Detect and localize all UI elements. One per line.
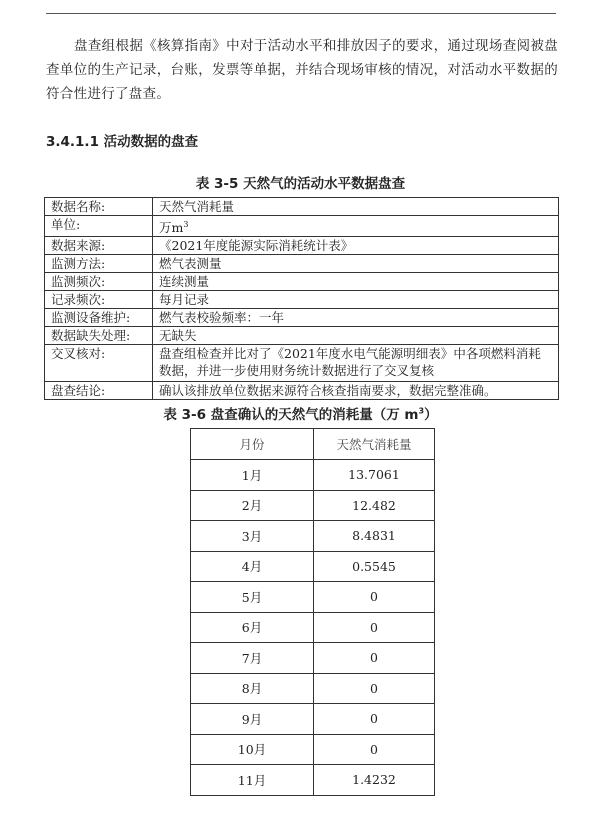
consumption-cell: 0 bbox=[314, 734, 435, 765]
row-value bbox=[153, 255, 559, 273]
header-value: 天然气消耗量 bbox=[314, 429, 435, 460]
row-value-text: 盘查组检查并比对了《2021年度水电气能源明细表》中各项燃料消耗数据，并进一步使用财务统计数据进行了交叉复核 bbox=[159, 346, 541, 379]
month-cell: 2月 bbox=[191, 490, 314, 521]
row-value bbox=[153, 309, 559, 327]
gas-consumption-table bbox=[190, 428, 435, 796]
consumption-cell: 13.7061 bbox=[314, 460, 435, 491]
consumption-cell: 8.4831 bbox=[314, 521, 435, 552]
table-row bbox=[191, 765, 435, 796]
table-row bbox=[45, 216, 559, 237]
row-key: 监测方法: bbox=[45, 255, 153, 273]
table-row bbox=[191, 582, 435, 613]
table-row bbox=[191, 551, 435, 582]
table-row bbox=[191, 460, 435, 491]
row-key: 交叉核对: bbox=[45, 345, 153, 382]
activity-data-table bbox=[44, 197, 559, 400]
month-cell: 4月 bbox=[191, 551, 314, 582]
row-value-text: 燃气表测量 bbox=[159, 256, 222, 272]
row-key: 盘查结论: bbox=[45, 382, 153, 400]
header-rule bbox=[46, 13, 556, 14]
table2-caption bbox=[0, 403, 601, 423]
table-row bbox=[191, 490, 435, 521]
month-cell: 11月 bbox=[191, 765, 314, 796]
consumption-cell: 12.482 bbox=[314, 490, 435, 521]
table-row bbox=[45, 327, 559, 345]
row-value-text: 确认该排放单位数据来源符合核查指南要求，数据完整准确。 bbox=[159, 383, 497, 399]
month-cell: 7月 bbox=[191, 643, 314, 674]
month-cell: 1月 bbox=[191, 460, 314, 491]
consumption-cell: 0 bbox=[314, 643, 435, 674]
table-row bbox=[45, 345, 559, 382]
row-value-text: 连续测量 bbox=[159, 274, 210, 290]
month-cell: 8月 bbox=[191, 673, 314, 704]
month-cell: 6月 bbox=[191, 612, 314, 643]
table2-caption-text: 表 3-6 盘查确认的天然气的消耗量（万 m bbox=[163, 407, 419, 423]
row-key: 记录频次: bbox=[45, 291, 153, 309]
row-value bbox=[153, 237, 559, 255]
row-value-text: 燃气表校验频率：一年 bbox=[159, 310, 285, 326]
row-key: 数据名称: bbox=[45, 198, 153, 216]
table-row bbox=[45, 198, 559, 216]
table-row bbox=[191, 643, 435, 674]
table-row bbox=[45, 382, 559, 400]
table2-caption-sup: 3 bbox=[418, 406, 425, 416]
consumption-cell: 1.4232 bbox=[314, 765, 435, 796]
unit-superscript: 3 bbox=[183, 220, 189, 229]
month-cell: 5月 bbox=[191, 582, 314, 613]
row-key: 监测频次: bbox=[45, 273, 153, 291]
table-header-row bbox=[191, 429, 435, 460]
row-value bbox=[153, 327, 559, 345]
row-value-text: 每月记录 bbox=[159, 292, 210, 308]
row-value bbox=[153, 198, 559, 216]
row-value-text: 无缺失 bbox=[159, 328, 197, 344]
row-value bbox=[153, 273, 559, 291]
table-row bbox=[45, 291, 559, 309]
month-cell: 9月 bbox=[191, 704, 314, 735]
table-row bbox=[191, 521, 435, 552]
table1-caption: 表 3-5 天然气的活动水平数据盘查 bbox=[195, 176, 406, 192]
table-row bbox=[191, 612, 435, 643]
consumption-cell: 0.5545 bbox=[314, 551, 435, 582]
table-row bbox=[45, 237, 559, 255]
row-value-text: 《2021年度能源实际消耗统计表》 bbox=[159, 238, 354, 254]
row-key: 数据来源: bbox=[45, 237, 153, 255]
consumption-cell: 0 bbox=[314, 673, 435, 704]
intro-paragraph: 盘查组根据《核算指南》中对于活动水平和排放因子的要求，通过现场查阅被盘查单位的生产记录，台账，发票等单据，并结合现场审核的情况，对活动水平数据的符合性进行了盘查。 bbox=[46, 38, 558, 102]
section-heading: 3.4.1.1 活动数据的盘查 bbox=[46, 134, 199, 150]
row-value bbox=[153, 382, 559, 400]
table-row bbox=[45, 255, 559, 273]
table-row bbox=[45, 309, 559, 327]
month-cell: 10月 bbox=[191, 734, 314, 765]
row-value-text: 天然气消耗量 bbox=[159, 199, 235, 214]
table-row bbox=[45, 273, 559, 291]
table-row bbox=[191, 704, 435, 735]
row-key: 监测设备维护: bbox=[45, 309, 153, 327]
row-key: 数据缺失处理: bbox=[45, 327, 153, 345]
consumption-cell: 0 bbox=[314, 704, 435, 735]
row-value bbox=[153, 291, 559, 309]
consumption-cell: 0 bbox=[314, 612, 435, 643]
row-value-text: 万m bbox=[159, 220, 184, 236]
table-row bbox=[191, 734, 435, 765]
row-value bbox=[153, 216, 559, 237]
table-row bbox=[191, 673, 435, 704]
table2-caption-end: ） bbox=[424, 407, 438, 423]
row-value bbox=[153, 345, 559, 382]
header-month: 月份 bbox=[191, 429, 314, 460]
row-key: 单位: bbox=[45, 216, 153, 237]
consumption-cell: 0 bbox=[314, 582, 435, 613]
month-cell: 3月 bbox=[191, 521, 314, 552]
